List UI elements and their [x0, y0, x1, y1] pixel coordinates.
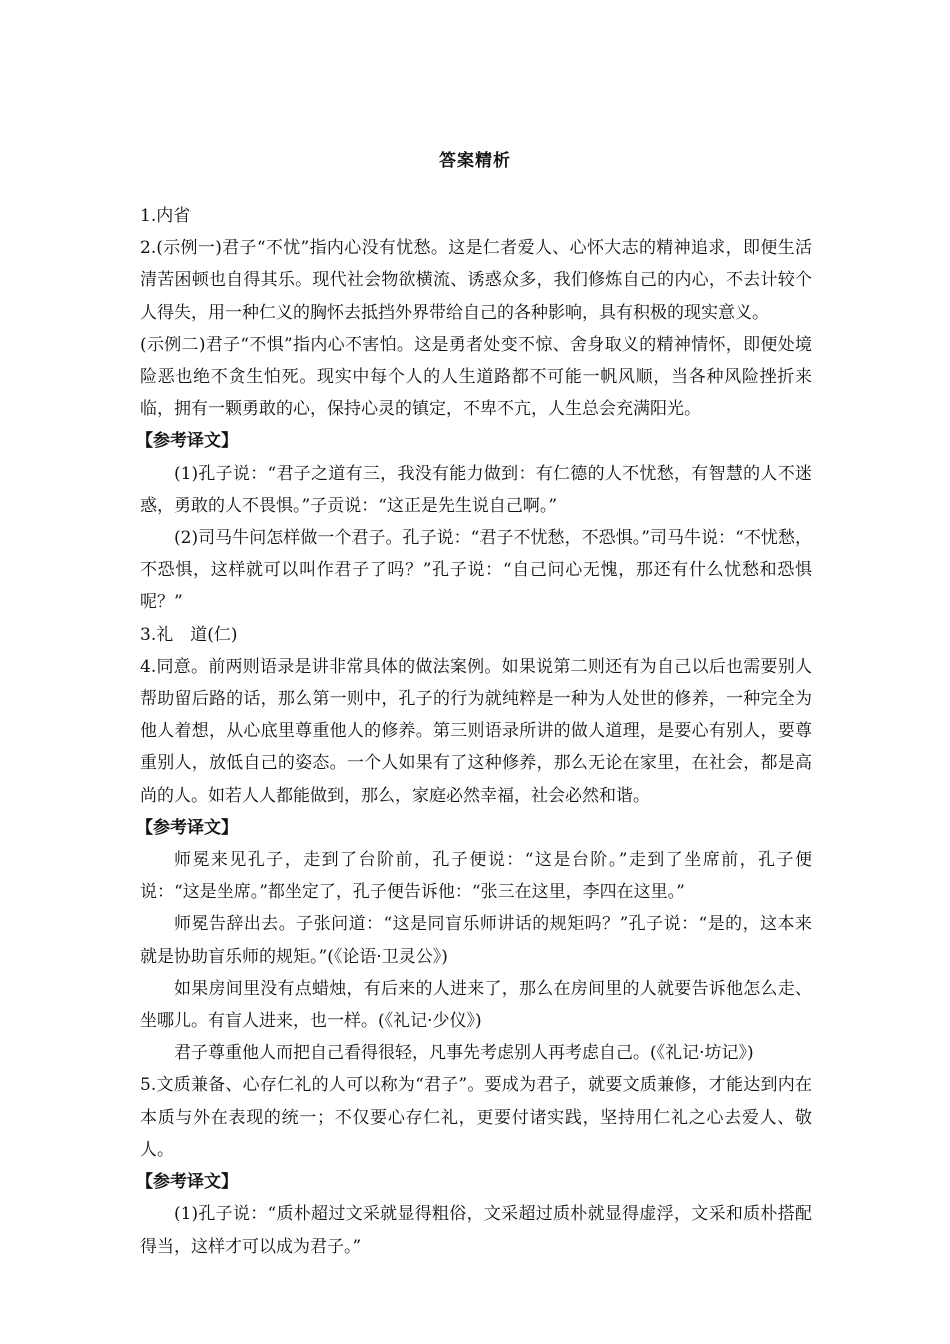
translation-paragraph: 君子尊重他人而把自己看得很轻，凡事先考虑别人再考虑自己。(《礼记·坊记》)	[174, 1043, 754, 1064]
translation-paragraph: (2)司马牛问怎样做一个君子。孔子说：“君子不忧愁，不恐惧。”司马牛说：“不忧愁，不恐惧，这样就可以叫作君子了吗？”孔子说：“自己问心无愧，那还有什么忧愁和恐惧呢？”	[140, 528, 812, 613]
answer-5: 5.文质兼备、心存仁礼的人可以称为“君子”。要成为君子，就要文质兼修，才能达到内在本质与外在表现的统一；不仅要心存仁礼，更要付诸实践，坚持用仁礼之心去爱人、敬人。	[140, 1075, 812, 1160]
translation-paragraph: (1)孔子说：“君子之道有三，我没有能力做到：有仁德的人不忧愁，有智慧的人不迷惑，勇敢的人不畏惧。”子贡说：“这正是先生说自己啊。”	[140, 463, 812, 516]
reference-translation-heading: 【参考译文】	[136, 1172, 238, 1193]
answer-2-example-2: (示例二)君子“不惧”指内心不害怕。这是勇者处变不惊、舍身取义的精神情怀，即便处境险恶也绝不贪生怕死。现实中每个人的人生道路都不可能一帆风顺，当各种风险挫折来临，拥有一颗勇敢的心，保持心灵的镇定，不卑不亢，人生总会充满阳光。	[140, 334, 812, 420]
answer-2-example-1: 2.(示例一)君子“不忧”指内心没有忧愁。这是仁者爱人、心怀大志的精神追求，即便生活清苦困顿也自得其乐。现代社会物欲横流、诱惑众多，我们修炼自己的内心，不去计较个人得失，用一种仁义的胸怀去抵挡外界带给自己的各种影响，具有积极的现实意义。	[140, 238, 812, 323]
reference-translation-heading: 【参考译文】	[136, 431, 238, 452]
answer-content	[136, 200, 812, 1263]
answer-1: 1.内省	[140, 206, 191, 226]
translation-paragraph: (1)孔子说：“质朴超过文采就显得粗俗，文采超过质朴就显得虚浮，文采和质朴搭配得当，这样才可以成为君子。”	[140, 1204, 812, 1257]
answer-4: 4.同意。前两则语录是讲非常具体的做法案例。如果说第二则还有为自己以后也需要别人帮助留后路的话，那么第一则中，孔子的行为就纯粹是一种为人处世的修养，一种完全为他人着想，从心底里尊重他人的修养。第三则语录所讲的做人道理，是要心有别人，要尊重别人，放低自己的姿态。一个人如果有了这种修养，那么无论在家里，在社会，都是高尚的人。如若人人都能做到，那么，家庭必然幸福，社会必然和谐。	[140, 656, 812, 806]
page-title: 答案精析	[439, 151, 511, 171]
translation-paragraph: 如果房间里没有点蜡烛，有后来的人进来了，那么在房间里的人就要告诉他怎么走、坐哪儿。有盲人进来，也一样。(《礼记·少仪》)	[140, 978, 812, 1032]
translation-paragraph: 师冕告辞出去。子张问道：“这是同盲乐师讲话的规矩吗？”孔子说：“是的，这本来就是协助盲乐师的规矩。”(《论语·卫灵公》)	[140, 914, 812, 967]
reference-translation-heading: 【参考译文】	[136, 817, 238, 838]
translation-paragraph: 师冕来见孔子，走到了台阶前，孔子便说：“这是台阶。”走到了坐席前，孔子便说：“这是坐席。”都坐定了，孔子便告诉他：“张三在这里，李四在这里。”	[140, 850, 812, 903]
answer-3: 3.礼 道(仁)	[140, 624, 238, 645]
